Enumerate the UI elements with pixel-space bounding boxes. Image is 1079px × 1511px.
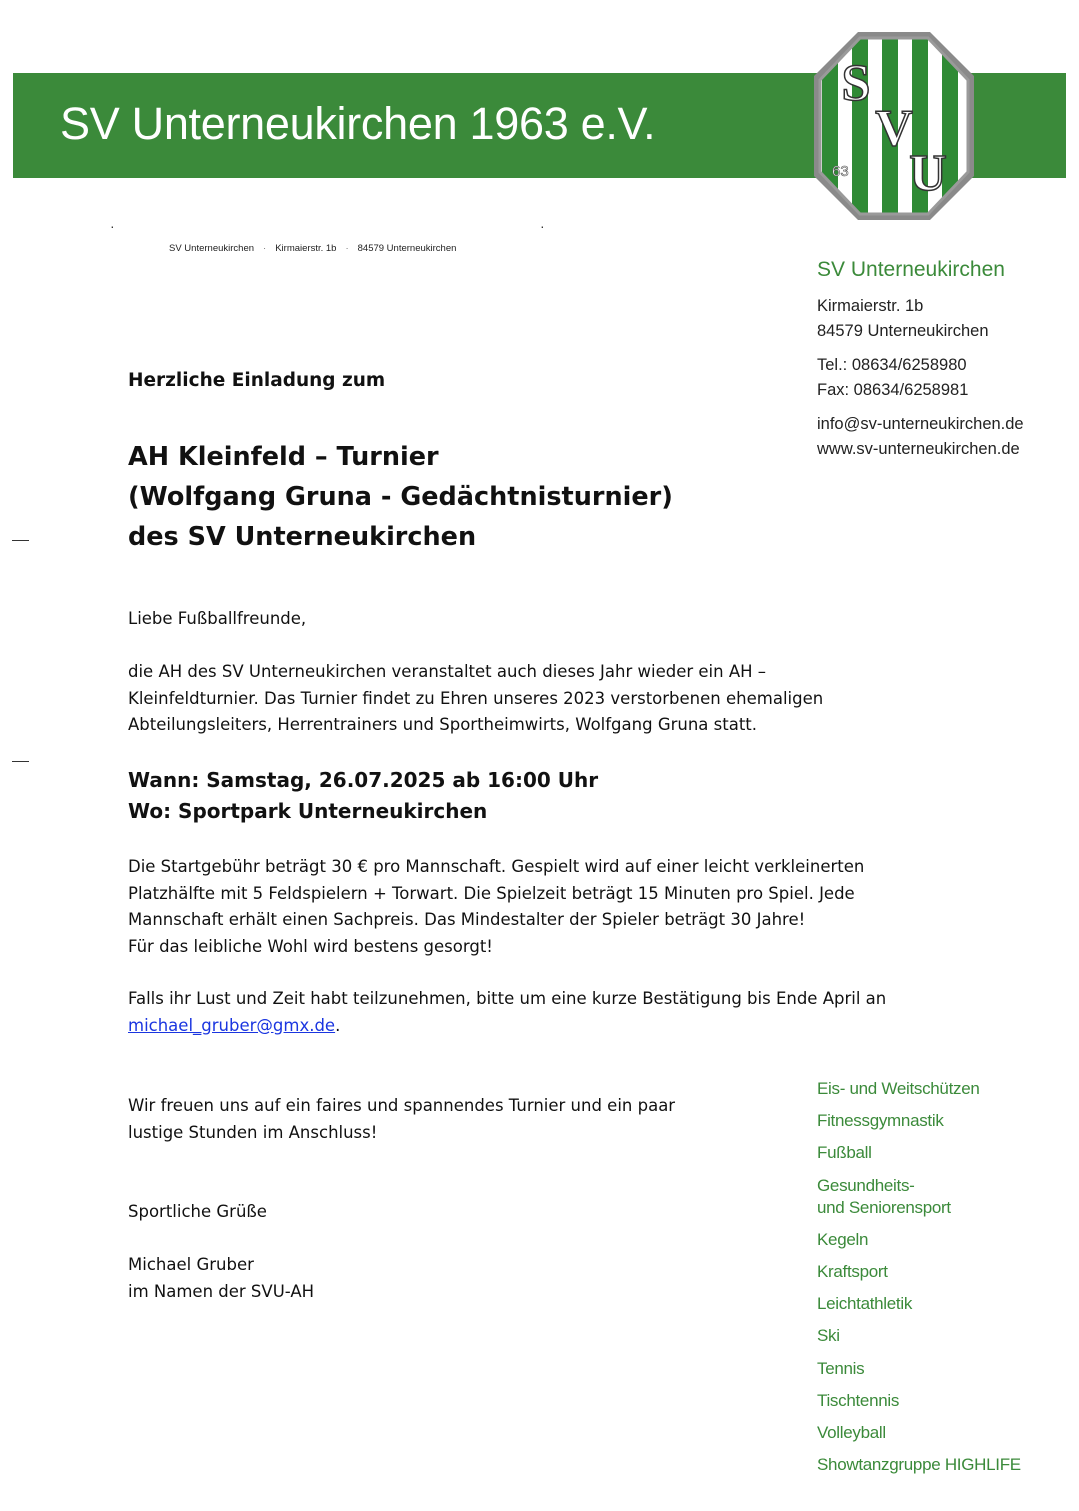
return-address-separator: · (263, 243, 267, 254)
fold-mark-bottom (12, 761, 29, 762)
details-line: Platzhälfte mit 5 Feldspielern + Torwart. Die Spielzeit beträgt 15 Minuten pro Spiel. Jede (128, 883, 855, 903)
sports-list (817, 1078, 1067, 1486)
headline-line: des SV Unterneukirchen (128, 522, 477, 552)
fold-mark-top (12, 540, 29, 541)
event-where: Wo: Sportpark Unterneukirchen (128, 799, 488, 823)
headline-line: (Wolfgang Gruna - Gedächtnisturnier) (128, 482, 673, 512)
headline-line: AH Kleinfeld – Turnier (128, 442, 439, 472)
sports-item: Gesundheits- (817, 1175, 915, 1195)
return-address-street: Kirmaierstr. 1b (275, 243, 337, 254)
return-address-separator: · (345, 243, 349, 254)
event-headline (128, 437, 948, 557)
contact-website[interactable]: www.sv-unterneukirchen.de (817, 439, 1020, 458)
contact-fax: Fax: 08634/6258981 (817, 380, 969, 399)
sports-item: Fußball (817, 1143, 872, 1163)
sports-item: Volleyball (817, 1422, 886, 1442)
logo-letter-s: S (841, 55, 871, 112)
intro-line: die AH des SV Unterneukirchen veranstaltet auch dieses Jahr wieder ein AH – (128, 662, 767, 681)
details-line: Für das leibliche Wohl wird bestens gesorgt! (128, 936, 493, 956)
greeting: Liebe Fußballfreunde, (128, 609, 307, 628)
rsvp-email-link[interactable]: michael_gruber@gmx.de (128, 1015, 336, 1035)
return-address-city: 84579 Unterneukirchen (357, 243, 457, 254)
closing-line: lustige Stunden im Anschluss! (128, 1122, 378, 1142)
intro-line: Kleinfeldturnier. Das Turnier findet zu Ehren unseres 2023 verstorbenen ehemaligen (128, 688, 824, 708)
details-paragraph (128, 854, 948, 960)
rsvp-paragraph (128, 986, 948, 1039)
contact-phone: Tel.: 08634/6258980 (817, 356, 967, 374)
signature-role: im Namen der SVU-AH (128, 1281, 315, 1301)
sports-item: Fitnessgymnastik (817, 1111, 944, 1131)
regards: Sportliche Grüße (128, 1202, 267, 1221)
return-address-club: SV Unterneukirchen (169, 243, 255, 254)
sports-item: Eis- und Weitschützen (817, 1079, 980, 1098)
sports-item: Kegeln (817, 1229, 869, 1249)
rsvp-end: . (335, 1015, 341, 1035)
invitation-lead: Herzliche Einladung zum (128, 370, 386, 391)
fold-dot-right: · (540, 218, 545, 234)
sports-item: Leichtathletik (817, 1294, 913, 1314)
sports-item: Ski (817, 1326, 840, 1346)
event-when: Wann: Samstag, 26.07.2025 ab 16:00 Uhr (128, 768, 599, 792)
contact-street: Kirmaierstr. 1b (817, 297, 924, 315)
sports-item: Tennis (817, 1358, 865, 1378)
logo-letter-u: U (909, 145, 947, 202)
signature-name: Michael Gruber (128, 1255, 254, 1274)
sports-item: Kraftsport (817, 1261, 888, 1281)
sports-item: und Seniorensport (817, 1197, 951, 1217)
contact-block (817, 258, 1067, 461)
sports-item: Tischtennis (817, 1390, 900, 1410)
return-address (169, 243, 456, 254)
contact-club: SV Unterneukirchen (817, 258, 1005, 281)
event-when-where (128, 765, 948, 827)
rsvp-text: Falls ihr Lust und Zeit habt teilzunehmen, bitte um eine kurze Bestätigung bis Ende April an (128, 989, 887, 1008)
intro-paragraph (128, 659, 948, 739)
club-title: SV Unterneukirchen 1963 e.V. (60, 98, 656, 149)
logo-letter-v: V (875, 100, 913, 157)
details-line: Mannschaft erhält einen Sachpreis. Das Mindestalter der Spieler beträgt 30 Jahre! (128, 910, 806, 929)
contact-city: 84579 Unterneukirchen (817, 321, 989, 340)
intro-line: Abteilungsleiters, Herrentrainers und Sportheimwirts, Wolfgang Gruna statt. (128, 715, 758, 734)
club-logo (812, 28, 976, 224)
closing-line: Wir freuen uns auf ein faires und spannendes Turnier und ein paar (128, 1096, 676, 1115)
logo-number: 63 (832, 163, 849, 180)
fold-dot-left: · (110, 218, 115, 234)
details-line: Die Startgebühr beträgt 30 € pro Mannschaft. Gespielt wird auf einer leicht verkleinerten (128, 857, 865, 876)
contact-email[interactable]: info@sv-unterneukirchen.de (817, 415, 1024, 433)
sports-item: Showtanzgruppe HIGHLIFE (817, 1455, 1021, 1475)
